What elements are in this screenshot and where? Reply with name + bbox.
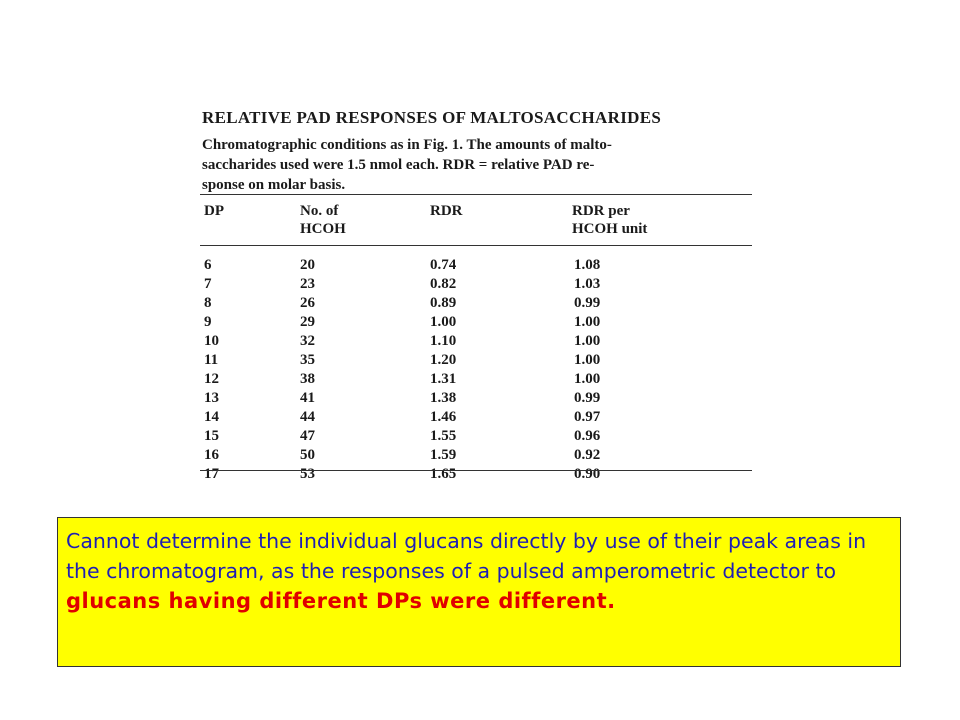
cell-dp: 13 — [204, 390, 219, 406]
note-emphasis: glucans having different DPs were different. — [66, 589, 616, 613]
cell-hcoh: 26 — [300, 295, 315, 311]
cell-rdr: 1.55 — [430, 428, 457, 444]
table-row — [200, 427, 752, 446]
header-hcoh-line1: No. of — [300, 203, 339, 219]
table-row — [200, 465, 752, 484]
header-rdr-per-unit — [572, 202, 647, 238]
header-rdr — [430, 202, 463, 220]
table-row — [200, 351, 752, 370]
cell-hcoh: 20 — [300, 257, 315, 273]
cell-rdr: 0.82 — [430, 276, 457, 292]
cell-rdr-per-unit: 0.90 — [574, 466, 601, 482]
cell-rdr-per-unit: 0.96 — [574, 428, 601, 444]
header-dp-label: DP — [204, 203, 224, 219]
table-caption — [202, 135, 762, 195]
table-rule-top — [200, 194, 752, 195]
cell-rdr-per-unit: 1.08 — [574, 257, 601, 273]
cell-rdr: 1.31 — [430, 371, 457, 387]
cell-dp: 6 — [204, 257, 212, 273]
caption-line: sponse on molar basis. — [202, 177, 346, 193]
cell-hcoh: 53 — [300, 466, 315, 482]
cell-rdr-per-unit: 0.92 — [574, 447, 601, 463]
yellow-note-box — [57, 517, 901, 667]
cell-hcoh: 41 — [300, 390, 315, 406]
cell-dp: 7 — [204, 276, 212, 292]
cell-rdr: 1.10 — [430, 333, 457, 349]
cell-rdr: 1.65 — [430, 466, 457, 482]
cell-hcoh: 38 — [300, 371, 315, 387]
header-hcoh — [300, 202, 346, 238]
cell-dp: 11 — [204, 352, 219, 368]
table-row — [200, 446, 752, 465]
table-rule-bottom — [200, 470, 752, 471]
header-rdr-label: RDR — [430, 203, 463, 219]
cell-hcoh: 44 — [300, 409, 315, 425]
cell-rdr-per-unit: 0.99 — [574, 295, 601, 311]
cell-rdr-per-unit: 1.00 — [574, 352, 601, 368]
cell-dp: 9 — [204, 314, 212, 330]
cell-rdr-per-unit: 1.03 — [574, 276, 601, 292]
cell-dp: 10 — [204, 333, 219, 349]
table-row — [200, 370, 752, 389]
cell-hcoh: 29 — [300, 314, 315, 330]
table-row — [200, 389, 752, 408]
table-body — [200, 256, 752, 484]
cell-dp: 8 — [204, 295, 212, 311]
cell-rdr: 0.89 — [430, 295, 457, 311]
cell-hcoh: 32 — [300, 333, 315, 349]
cell-rdr-per-unit: 1.00 — [574, 371, 601, 387]
table-row — [200, 332, 752, 351]
cell-hcoh: 35 — [300, 352, 315, 368]
cell-dp: 14 — [204, 409, 219, 425]
table-row — [200, 294, 752, 313]
note-text: Cannot determine the individual glucans directly by use of their peak areas in the chromatogram, as the responses of a pulsed amperometric detector to — [66, 529, 867, 583]
cell-rdr: 1.38 — [430, 390, 457, 406]
cell-rdr: 1.59 — [430, 447, 457, 463]
header-unit-line2: HCOH unit — [572, 221, 648, 237]
cell-rdr-per-unit: 1.00 — [574, 333, 601, 349]
cell-rdr: 1.46 — [430, 409, 457, 425]
table-title: RELATIVE PAD RESPONSES OF MALTOSACCHARIDES — [202, 108, 662, 127]
scanned-table — [200, 106, 760, 482]
cell-hcoh: 50 — [300, 447, 315, 463]
cell-rdr-per-unit: 0.99 — [574, 390, 601, 406]
caption-line: Chromatographic conditions as in Fig. 1. The amounts of malto- — [202, 137, 612, 153]
table-row — [200, 275, 752, 294]
table-row — [200, 408, 752, 427]
header-dp — [204, 202, 224, 220]
cell-rdr: 1.20 — [430, 352, 457, 368]
cell-rdr-per-unit: 0.97 — [574, 409, 601, 425]
table-row — [200, 313, 752, 332]
header-unit-line1: RDR per — [572, 203, 630, 219]
caption-line: saccharides used were 1.5 nmol each. RDR = relative PAD re- — [202, 157, 595, 173]
header-hcoh-line2: HCOH — [300, 221, 346, 237]
cell-dp: 15 — [204, 428, 219, 444]
cell-hcoh: 23 — [300, 276, 315, 292]
cell-hcoh: 47 — [300, 428, 315, 444]
cell-rdr: 0.74 — [430, 257, 457, 273]
cell-rdr: 1.00 — [430, 314, 457, 330]
cell-dp: 17 — [204, 466, 219, 482]
cell-dp: 16 — [204, 447, 219, 463]
table-rule-header — [200, 245, 752, 246]
cell-rdr-per-unit: 1.00 — [574, 314, 601, 330]
table-row — [200, 256, 752, 275]
cell-dp: 12 — [204, 371, 219, 387]
